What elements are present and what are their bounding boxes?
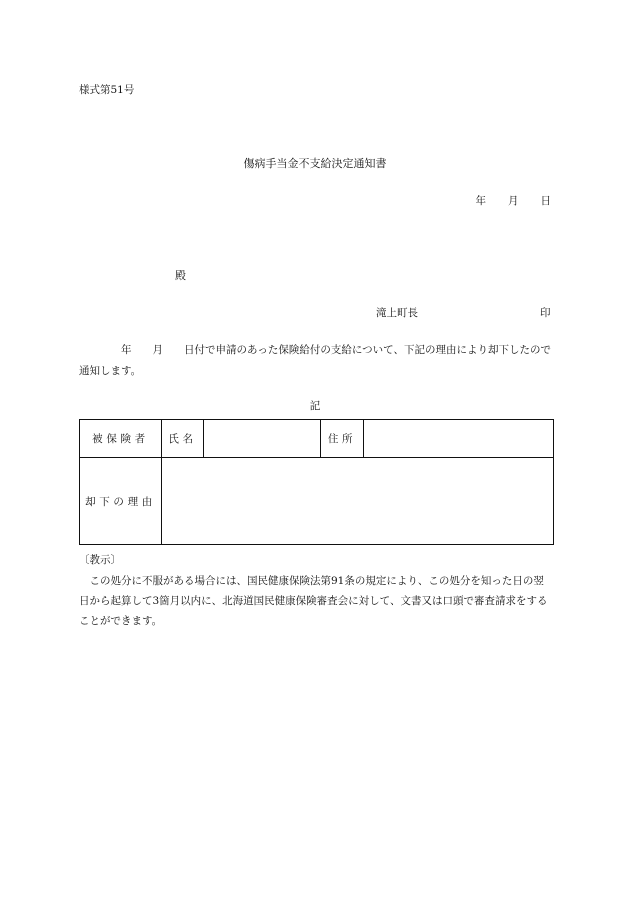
reason-label: 却下の理由	[80, 458, 162, 545]
table-row	[80, 458, 554, 545]
date-year: 年	[475, 195, 486, 207]
issuer-name: 滝上町長	[376, 307, 418, 319]
date-month: 月	[508, 195, 519, 207]
date-day: 日	[540, 195, 551, 207]
reason-value	[162, 458, 554, 545]
record-heading: 記	[309, 400, 321, 412]
notice-text: この処分に不服がある場合には、国民健康保険法第91条の規定により、この処分を知った日の翌日から起算して3箇月以内に、北海道国民健康保険審査会に対して、文書又は口頭で審査請求をすることができます。	[79, 575, 548, 627]
address-label: 住所	[321, 420, 364, 458]
seal-mark: 印	[540, 307, 551, 319]
addressee-honorific: 殿	[175, 269, 186, 282]
body-text: 年 月 日付で申請のあった保険給付の支給について、下記の理由により却下したので通知します。	[79, 344, 551, 377]
address-value	[364, 420, 554, 458]
form-number: 様式第51号	[79, 84, 135, 96]
name-value	[204, 420, 321, 458]
insured-label: 被保険者	[80, 420, 162, 458]
name-label: 氏名	[162, 420, 204, 458]
document-title: 傷病手当金不支給決定通知書	[243, 157, 387, 170]
notice-heading: 〔教示〕	[79, 554, 121, 566]
details-table	[79, 419, 554, 545]
date-line	[476, 193, 552, 208]
table-row	[80, 420, 554, 458]
